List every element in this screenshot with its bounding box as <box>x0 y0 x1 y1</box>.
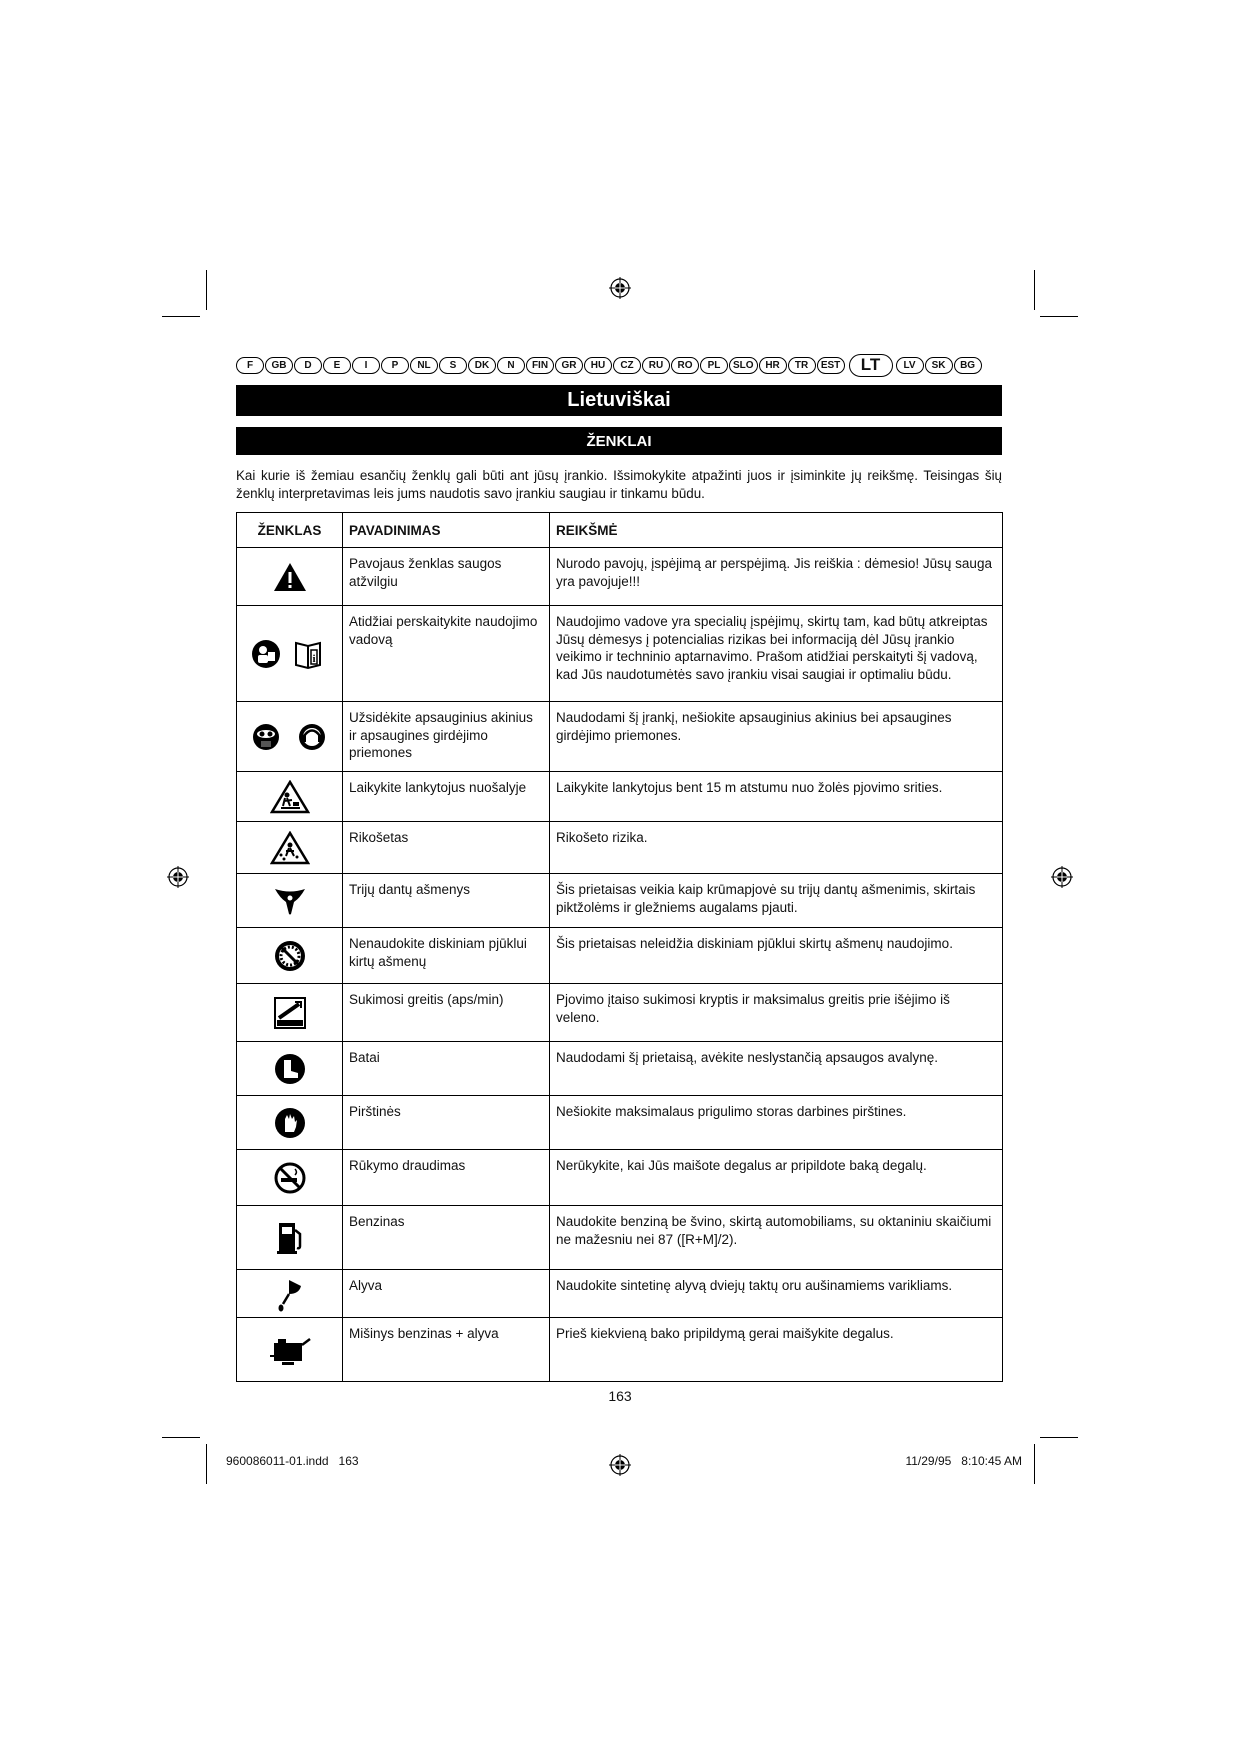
language-tab-ru[interactable]: RU <box>642 357 670 374</box>
symbol-meaning: Šis prietaisas neleidžia diskiniam pjūklui skirtų ašmenų naudojimo. <box>550 928 1003 984</box>
table-row <box>237 702 1003 772</box>
fuel-pump-icon <box>275 1220 305 1256</box>
no-saw-blade-icon <box>273 939 307 973</box>
language-tab-i[interactable]: I <box>352 357 380 374</box>
symbol-meaning: Šis prietaisas veikia kaip krūmapjovė su trijų dantų ašmenimis, skirtais piktžolėms ir gležniems augalams pjauti. <box>550 874 1003 928</box>
symbol-meaning: Rikošeto rizika. <box>550 822 1003 874</box>
symbols-table <box>236 512 1003 1382</box>
crop-mark <box>1040 316 1078 317</box>
symbol-name: Mišinys benzinas + alyva <box>343 1318 550 1382</box>
language-tab-tr[interactable]: TR <box>788 357 816 374</box>
crop-mark <box>1034 270 1035 310</box>
symbol-meaning: Pjovimo įtaiso sukimosi kryptis ir maksimalus greitis prie išėjimo iš veleno. <box>550 984 1003 1042</box>
language-tab-hr[interactable]: HR <box>759 357 787 374</box>
language-tab-gb[interactable]: GB <box>265 357 293 374</box>
table-row <box>237 1150 1003 1206</box>
table-row <box>237 928 1003 984</box>
warning-triangle-icon <box>272 561 308 593</box>
symbol-name: Užsidėkite apsauginius akinius ir apsaugines girdėjimo priemones <box>343 702 550 772</box>
language-tab-n[interactable]: N <box>497 357 525 374</box>
crop-mark <box>1040 1437 1078 1438</box>
svg-text:i: i <box>311 652 316 665</box>
symbol-name: Laikykite lankytojus nuošalyje <box>343 772 550 822</box>
symbol-meaning: Naudokite sintetinę alyvą dviejų taktų oru aušinamiems varikliams. <box>550 1270 1003 1318</box>
table-row <box>237 1096 1003 1150</box>
header-meaning: REIKŠMĖ <box>550 513 1003 548</box>
section-title: ŽENKLAI <box>236 427 1002 455</box>
footer-timestamp: 11/29/95 8:10:45 AM <box>905 1454 1022 1468</box>
page-title: Lietuviškai <box>236 385 1002 416</box>
eye-ear-protection-icon <box>252 721 328 753</box>
table-row <box>237 1318 1003 1382</box>
language-tab-fin[interactable]: FIN <box>526 357 554 374</box>
no-smoking-icon <box>273 1161 307 1195</box>
symbol-meaning: Nerūkykite, kai Jūs maišote degalus ar pripildote baką degalų. <box>550 1150 1003 1206</box>
language-tabs <box>236 353 1004 377</box>
language-tab-hu[interactable]: HU <box>584 357 612 374</box>
language-tab-lt-active[interactable]: LT <box>849 354 893 377</box>
header-symbol: ŽENKLAS <box>237 513 343 548</box>
symbol-name: Alyva <box>343 1270 550 1318</box>
language-tab-f[interactable]: F <box>236 357 264 374</box>
language-tab-cz[interactable]: CZ <box>613 357 641 374</box>
symbol-name: Nenaudokite diskiniam pjūklui kirtų ašmenų <box>343 928 550 984</box>
table-row <box>237 874 1003 928</box>
language-tab-dk[interactable]: DK <box>468 357 496 374</box>
language-tab-slo[interactable]: SLO <box>729 357 758 374</box>
oil-can-icon <box>275 1276 305 1312</box>
crop-mark <box>1034 1444 1035 1484</box>
language-tab-lv[interactable]: LV <box>896 357 924 374</box>
symbol-meaning: Naudokite benziną be švino, skirtą automobiliams, su oktaniniu skaičiumi ne mažesniu nei 87 ([R+M]/2). <box>550 1206 1003 1270</box>
read-manual-icon <box>250 637 330 671</box>
footer-file-info: 960086011-01.indd 163 <box>226 1454 359 1468</box>
language-tab-pl[interactable]: PL <box>700 357 728 374</box>
symbol-name: Batai <box>343 1042 550 1096</box>
language-tab-bg[interactable]: BG <box>954 357 982 374</box>
table-row <box>237 822 1003 874</box>
crop-mark <box>206 270 207 310</box>
language-tab-est[interactable]: EST <box>817 357 845 374</box>
registration-mark-icon <box>1051 866 1073 888</box>
language-tab-nl[interactable]: NL <box>410 357 438 374</box>
header-name: PAVADINIMAS <box>343 513 550 548</box>
language-tab-s[interactable]: S <box>439 357 467 374</box>
boots-icon <box>273 1052 307 1086</box>
symbol-meaning: Nešiokite maksimalaus prigulimo storas darbines pirštines. <box>550 1096 1003 1150</box>
symbol-meaning: Nurodo pavojų, įspėjimą ar perspėjimą. Jis reiškia : dėmesio! Jūsų sauga yra pavojuje!!! <box>550 548 1003 606</box>
fuel-oil-mix-icon <box>268 1333 312 1367</box>
symbol-name: Sukimosi greitis (aps/min) <box>343 984 550 1042</box>
ricochet-icon <box>270 831 310 865</box>
intro-paragraph: Kai kurie iš žemiau esančių ženklų gali būti ant jūsų įrankio. Išsimokykite atpažinti juos ir įsiminkite jų reikšmę. Teisingas šių ženklų interpretavimas leis jums naudotis savo įrankiu saugiau ir tinkamu būdu. <box>236 468 1002 501</box>
table-row <box>237 1042 1003 1096</box>
registration-mark-icon <box>167 866 189 888</box>
crop-mark <box>162 316 200 317</box>
three-tooth-blade-icon <box>273 886 307 916</box>
symbol-name: Pirštinės <box>343 1096 550 1150</box>
symbol-name: Pavojaus ženklas saugos atžvilgiu <box>343 548 550 606</box>
language-tab-d[interactable]: D <box>294 357 322 374</box>
symbol-meaning: Naudodami šį prietaisą, avėkite neslystančią apsaugos avalynę. <box>550 1042 1003 1096</box>
symbol-name: Benzinas <box>343 1206 550 1270</box>
language-tab-p[interactable]: P <box>381 357 409 374</box>
language-tab-ro[interactable]: RO <box>671 357 699 374</box>
crop-mark <box>206 1444 207 1484</box>
gloves-icon <box>273 1106 307 1140</box>
symbol-meaning: Naudojimo vadove yra specialių įspėjimų, skirtų tam, kad būtų atkreiptas Jūsų dėmesys į potencialias rizikas bei informaciją dėl Jūsų įrankio veikimo ir techninio aptarnavimo. Prašom atidžiai perskaityti šį vadovą, kad Jūs naudotumėtės savo įrankiu visai saugiai ir optimaliu būdu. <box>550 606 1003 702</box>
page-number: 163 <box>608 1388 632 1404</box>
symbol-name: Rikošetas <box>343 822 550 874</box>
table-row <box>237 606 1003 702</box>
table-row <box>237 548 1003 606</box>
table-row <box>237 984 1003 1042</box>
registration-mark-icon <box>609 1454 631 1476</box>
rotation-speed-icon <box>273 996 307 1030</box>
keep-bystanders-away-icon <box>270 780 310 814</box>
symbol-name: Trijų dantų ašmenys <box>343 874 550 928</box>
crop-mark <box>162 1437 200 1438</box>
table-row <box>237 1270 1003 1318</box>
symbol-name: Rūkymo draudimas <box>343 1150 550 1206</box>
table-header-row <box>237 513 1003 548</box>
table-row <box>237 772 1003 822</box>
symbol-meaning: Naudodami šį įrankį, nešiokite apsauginius akinius bei apsaugines girdėjimo priemones. <box>550 702 1003 772</box>
language-tab-e[interactable]: E <box>323 357 351 374</box>
language-tab-gr[interactable]: GR <box>555 357 583 374</box>
symbol-meaning: Laikykite lankytojus bent 15 m atstumu nuo žolės pjovimo srities. <box>550 772 1003 822</box>
table-row <box>237 1206 1003 1270</box>
language-tab-sk[interactable]: SK <box>925 357 953 374</box>
symbol-name: Atidžiai perskaitykite naudojimo vadovą <box>343 606 550 702</box>
symbol-meaning: Prieš kiekvieną bako pripildymą gerai maišykite degalus. <box>550 1318 1003 1382</box>
registration-mark-icon <box>609 277 631 299</box>
